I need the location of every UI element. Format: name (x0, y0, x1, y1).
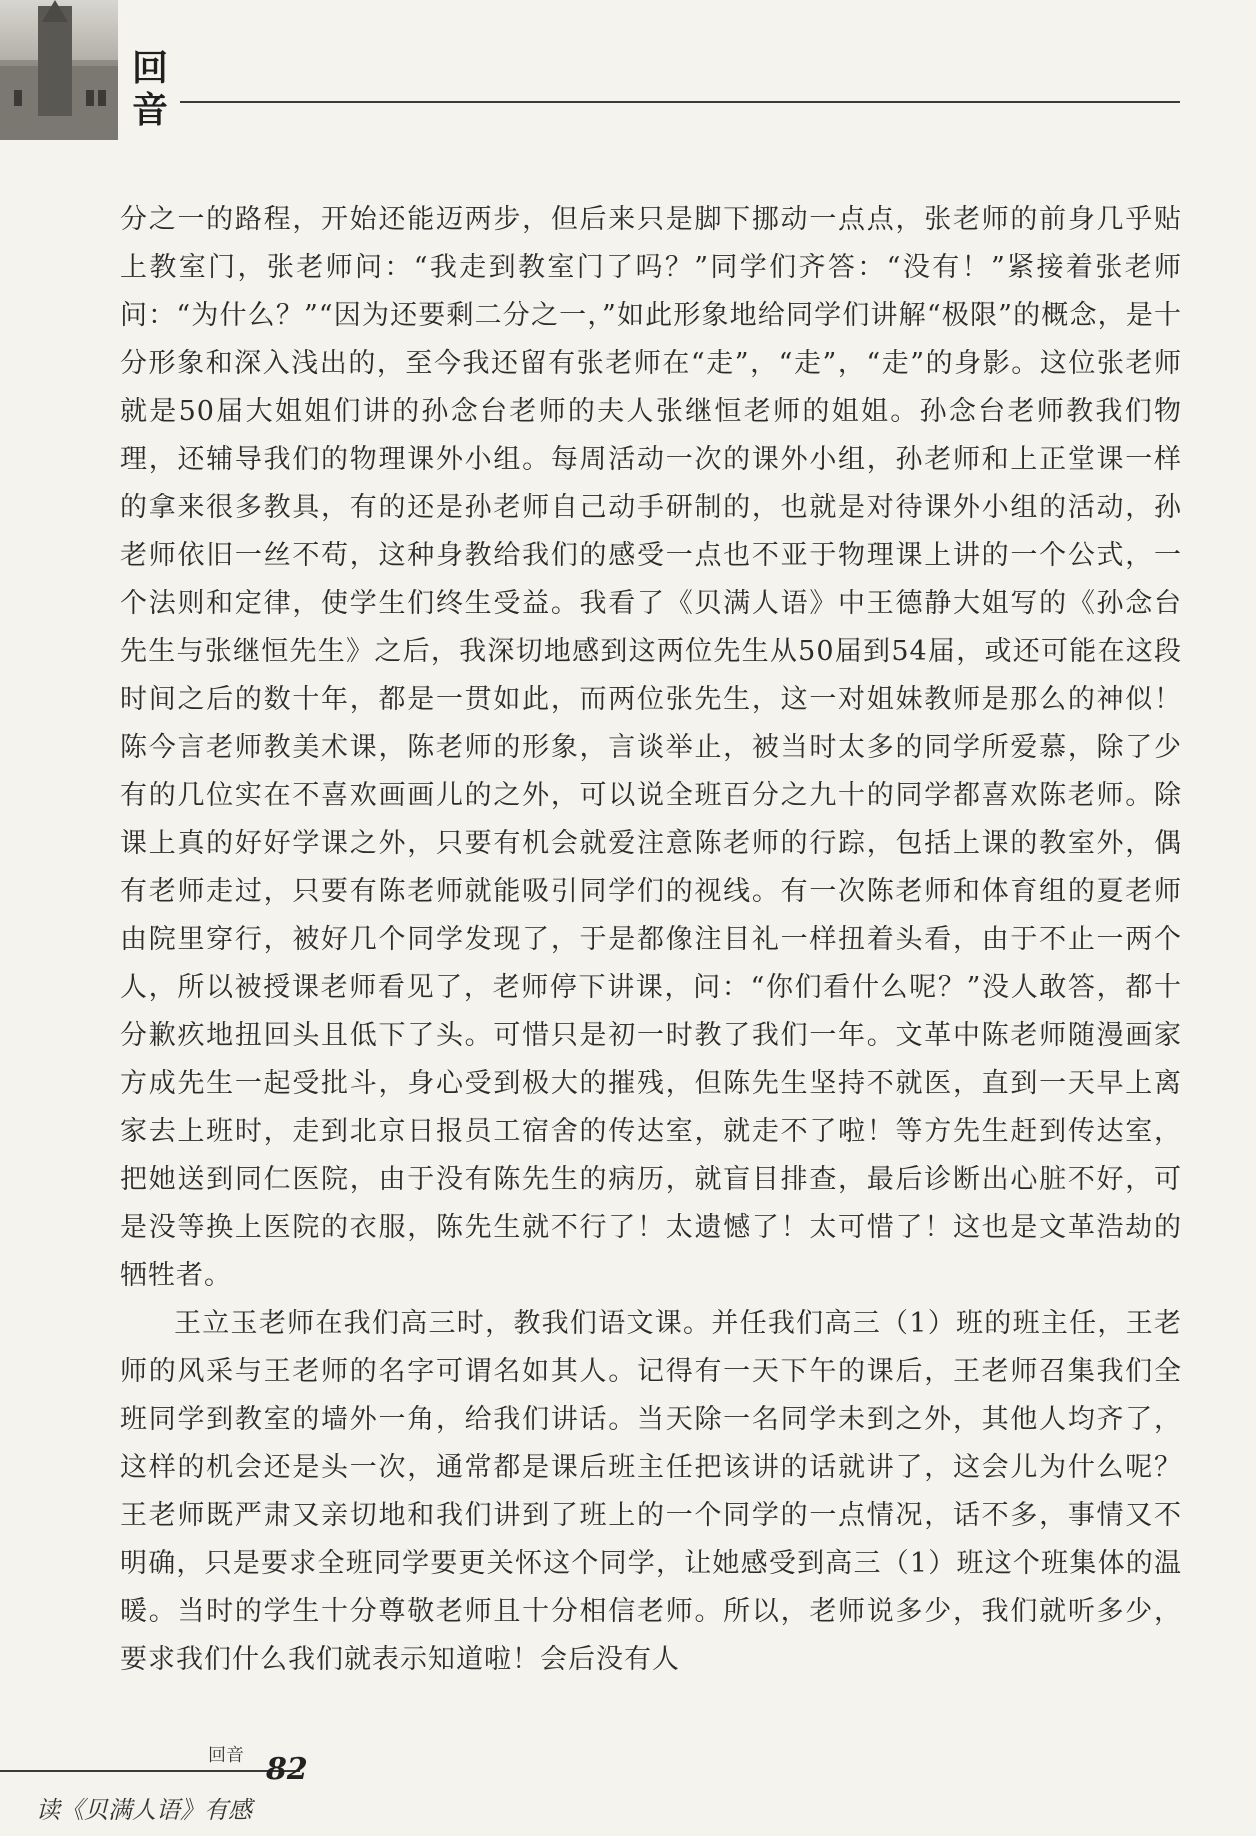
article-body (120, 196, 1182, 1684)
header-divider (180, 101, 1180, 103)
paragraph-1: 分之一的路程，开始还能迈两步，但后来只是脚下挪动一点点，张老师的前身几乎贴上教室门，张老师问：“我走到教室门了吗？”同学们齐答：“没有！”紧接着张老师问：“为什么？”“因为还要剩二分之一，”如此形象地给同学们讲解“极限”的概念，是十分形象和深入浅出的，至今我还留有张老师在“走”，“走”，“走”的身影。这位张老师就是50届大姐姐们讲的孙念台老师的夫人张继恒老师的姐姐。孙念台老师教我们物理，还辅导我们的物理课外小组。每周活动一次的课外小组，孙老师和上正堂课一样的拿来很多教具，有的还是孙老师自己动手研制的，也就是对待课外小组的活动，孙老师依旧一丝不苟，这种身教给我们的感受一点也不亚于物理课上讲的一个公式，一个法则和定律，使学生们终生受益。我看了《贝满人语》中王德静大姐写的《孙念台先生与张继恒先生》之后，我深切地感到这两位先生从50届到54届，或还可能在这段时间之后的数十年，都是一贯如此，而两位张先生，这一对姐妹教师是那么的神似！陈今言老师教美术课，陈老师的形象，言谈举止，被当时太多的同学所爱慕，除了少有的几位实在不喜欢画画儿的之外，可以说全班百分之九十的同学都喜欢陈老师。除课上真的好好学课之外，只要有机会就爱注意陈老师的行踪，包括上课的教室外，偶有老师走过，只要有陈老师就能吸引同学们的视线。有一次陈老师和体育组的夏老师由院里穿行，被好几个同学发现了，于是都像注目礼一样扭着头看，由于不止一两个人，所以被授课老师看见了，老师停下讲课，问：“你们看什么呢？”没人敢答，都十分歉疚地扭回头且低下了头。可惜只是初一时教了我们一年。文革中陈老师随漫画家方成先生一起受批斗，身心受到极大的摧残，但陈先生坚持不就医，直到一天早上离家去上班时，走到北京日报员工宿舍的传达室，就走不了啦！等方先生赶到传达室，把她送到同仁医院，由于没有陈先生的病历，就盲目排查，最后诊断出心脏不好，可是没等换上医院的衣服，陈先生就不行了！太遗憾了！太可惜了！这也是文革浩劫的牺牲者。 (120, 204, 1182, 1291)
paragraph-2: 王立玉老师在我们高三时，教我们语文课。并任我们高三（1）班的班主任，王老师的风采与王老师的名字可谓名如其人。记得有一天下午的课后，王老师召集我们全班同学到教室的墙外一角，给我们讲话。当天除一名同学未到之外，其他人均齐了，这样的机会还是头一次，通常都是课后班主任把该讲的话就讲了，这会儿为什么呢？王老师既严肃又亲切地和我们讲到了班上的一个同学的一点情况，话不多，事情又不明确，只是要求全班同学要更关怀这个同学，让她感受到高三（1）班这个班集体的温暖。当时的学生十分尊敬老师且十分相信老师。所以，老师说多少，我们就听多少，要求我们什么我们就表示知道啦！会后没有人 (120, 1308, 1182, 1675)
section-title-char-2: 音 (132, 89, 169, 131)
section-title-char-1: 回 (132, 47, 169, 89)
footer-book-title: 读《贝满人语》有感 (36, 1796, 252, 1824)
footer-divider (0, 1770, 300, 1772)
header-photo-church (0, 0, 118, 140)
footer-section-label: 回音 (208, 1745, 244, 1766)
page-number: 82 (266, 1752, 308, 1787)
